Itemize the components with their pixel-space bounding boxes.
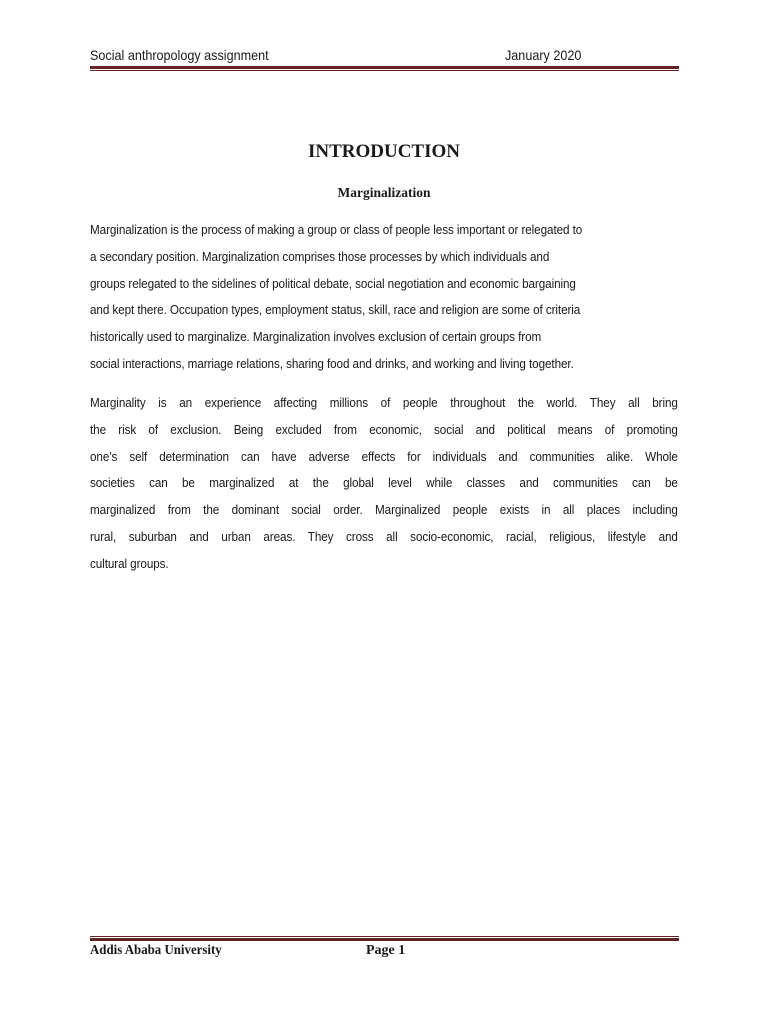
paragraph-line: a secondary position. Marginalization comprises those processes by which individuals and [90,248,550,264]
paragraph-line: Marginality is an experience affecting millions of people throughout the world. They all bring [90,395,678,410]
paragraph-line: historically used to marginalize. Marginalization involves exclusion of certain groups from [90,329,542,345]
paragraph-line: social interactions, marriage relations, sharing food and drinks, and working and living together. [90,355,574,371]
paragraph-line: marginalized from the dominant social order. Marginalized people exists in all places including [90,502,678,518]
footer-divider [90,936,679,941]
footer-page-number: Page 1 [366,943,406,958]
paragraph-line: groups relegated to the sidelines of political debate, social negotiation and economic bargaining [90,275,576,291]
paragraph-line: societies can be marginalized at the global level while classes and communities can be [90,475,678,491]
paragraph-line: the risk of exclusion. Being excluded from economic, social and political means of promoting [90,421,678,437]
paragraph-line: one’s self determination can have adverse effects for individuals and communities alike. Whole [90,448,678,464]
header-divider [90,66,679,71]
paragraph-marginality [90,390,678,578]
page-footer [90,943,678,963]
section-title: INTRODUCTION [307,141,461,162]
paragraph-line: rural, suburban and urban areas. They cross all socio-economic, racial, religious, lifestyle and [90,528,678,544]
paragraph-line: and kept there. Occupation types, employment status, skill, race and religion are some of criteria [90,302,581,318]
footer-institution: Addis Ababa University [90,943,222,958]
page-header [90,47,678,67]
header-course-title: Social anthropology assignment [90,47,269,63]
paragraph-line: cultural groups. [90,555,169,571]
paragraph-line: Marginalization is the process of making a group or class of people less important or relegated to [90,222,583,237]
section-subtitle: Marginalization [337,185,431,200]
header-date: January 2020 [505,47,582,63]
paragraph-definition [90,217,678,378]
